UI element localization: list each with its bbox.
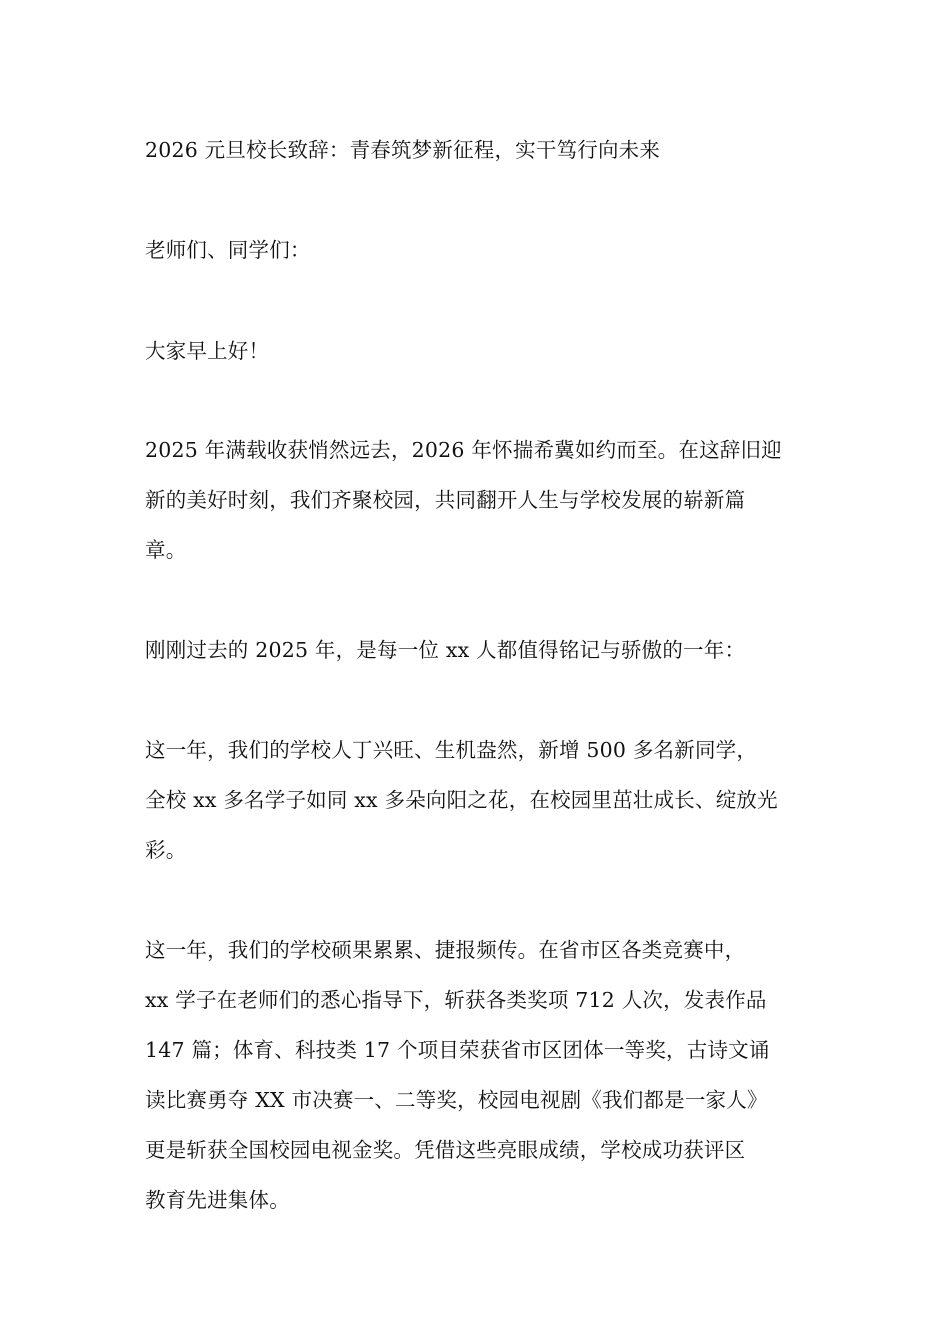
paragraph-line: 全校 xx 多名学子如同 xx 多朵向阳之花，在校园里茁壮成长、绽放光: [145, 788, 778, 812]
document-title: 2026 元旦校长致辞：青春筑梦新征程，实干笃行向未来: [145, 138, 661, 162]
paragraph-line: 教育先进集体。: [145, 1188, 290, 1212]
paragraph-line: 2025 年满载收获悄然远去，2026 年怀揣希冀如约而至。在这辞旧迎: [145, 438, 782, 462]
paragraph-review-intro: [145, 625, 830, 675]
paragraph-line: xx 学子在老师们的悉心指导下，斩获各类奖项 712 人次，发表作品: [145, 988, 767, 1012]
paragraph-line: 更是斩获全国校园电视金奖。凭借这些亮眼成绩，学校成功获评区: [145, 1138, 746, 1162]
paragraph-enrollment: [145, 725, 830, 875]
paragraph-line: 这一年，我们的学校人丁兴旺、生机盎然，新增 500 多名新同学，: [145, 738, 758, 762]
paragraph-line: 147 篇；体育、科技类 17 个项目荣获省市区团体一等奖，古诗文诵: [145, 1038, 770, 1062]
greeting: 大家早上好！: [145, 339, 270, 363]
paragraph-line: 章。: [145, 538, 187, 562]
paragraph-line: 这一年，我们的学校硕果累累、捷报频传。在省市区各类竞赛中，: [145, 938, 746, 962]
paragraph-achievements: [145, 925, 830, 1225]
salutation: 老师们、同学们：: [145, 238, 311, 262]
paragraph-line: 读比赛勇夺 XX 市决赛一、二等奖，校园电视剧《我们都是一家人》: [145, 1088, 768, 1112]
paragraph-line: 刚刚过去的 2025 年，是每一位 xx 人都值得铭记与骄傲的一年：: [145, 638, 746, 662]
paragraph-line: 新的美好时刻，我们齐聚校园，共同翻开人生与学校发展的崭新篇: [145, 488, 746, 512]
paragraph-line: 彩。: [145, 838, 187, 862]
paragraph-new-year: [145, 425, 830, 575]
